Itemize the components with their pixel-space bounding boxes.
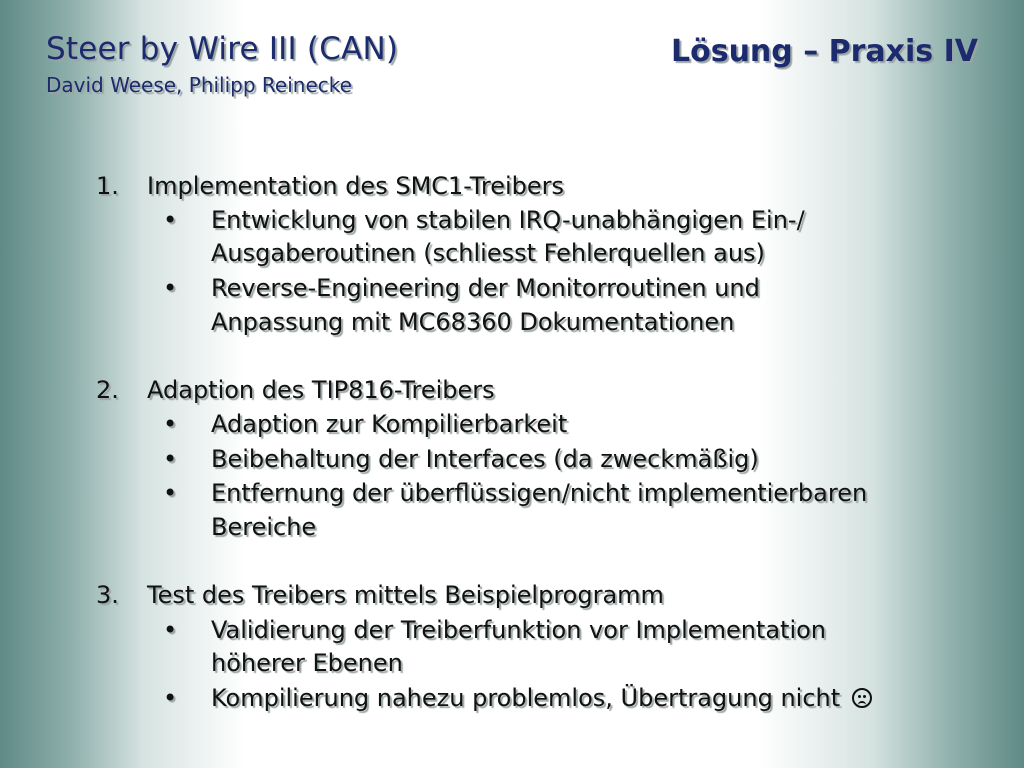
section-number: 1. (96, 172, 119, 200)
bullet-text: Beibehaltung der Interfaces (da zweckmäßig) (211, 445, 759, 473)
bullet-text: Reverse-Engineering der Monitorroutinen und (211, 274, 760, 302)
section-number: 2. (96, 376, 119, 404)
section-heading: Implementation des SMC1-Treibers (147, 172, 565, 200)
section-number: 3. (96, 581, 119, 609)
bullet-text-continued: Ausgaberoutinen (schliesst Fehlerquellen aus) (211, 239, 765, 267)
section-heading: Test des Treibers mittels Beispielprogramm (147, 581, 664, 609)
bullet-text: Adaption zur Kompilierbarkeit (211, 410, 568, 438)
bullet-text: Kompilierung nahezu problemlos, Übertragung nicht (211, 684, 841, 712)
bullet-marker: • (163, 616, 178, 644)
bullet-text-continued: höherer Ebenen (211, 649, 403, 677)
bullet-line (211, 683, 872, 713)
bullet-marker: • (163, 410, 178, 438)
authors: David Weese, Philipp Reinecke (46, 73, 352, 97)
bullet-marker: • (163, 445, 178, 473)
bullet-marker: • (163, 274, 178, 302)
presentation-title: Steer by Wire III (CAN) (46, 31, 399, 67)
bullet-marker: • (163, 479, 178, 507)
frown-smiley-icon (852, 688, 872, 708)
bullet-text: Entwicklung von stabilen IRQ-unabhängigen Ein-/ (211, 206, 805, 234)
section-heading: Adaption des TIP816-Treibers (147, 376, 495, 404)
bullet-text-continued: Anpassung mit MC68360 Dokumentationen (211, 308, 735, 336)
slide-title: Lösung – Praxis IV (670, 34, 978, 69)
bullet-text-continued: Bereiche (211, 513, 317, 541)
bullet-text: Entfernung der überflüssigen/nicht implementierbaren (211, 479, 868, 507)
bullet-marker: • (163, 684, 178, 712)
bullet-marker: • (163, 206, 178, 234)
bullet-text: Validierung der Treiberfunktion vor Implementation (211, 616, 827, 644)
